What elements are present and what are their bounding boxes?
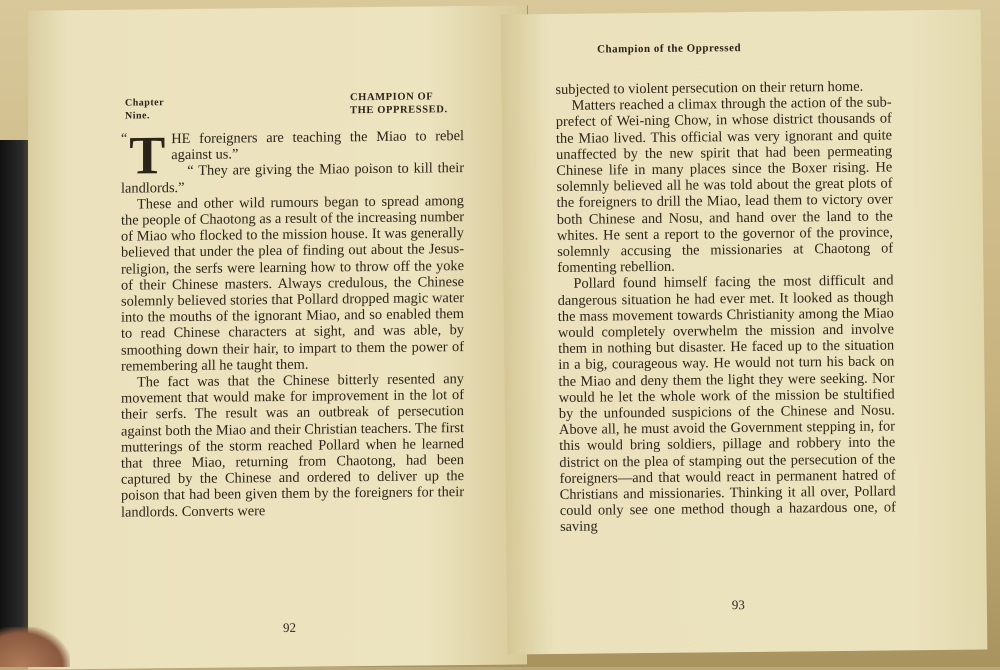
paragraph: These and other wild rumours began to spread among the people of Chaotong as a result of the increasing number of Miao who flocked to the mission house. It was generally believed that under the plea of finding out about the Jesus-religion, the serfs were learning how to throw off the yoke of their Chinese masters. Always credulous, the Chinese solemnly believed stories that Pollard dropped magic water into the mouths of the ignorant Miao, and so enabled them to read Chinese characters at sight, and was able, by smoothing down their hair, to impart to them the power of remembering all he taught them. [121, 192, 464, 375]
running-head: Champion of the Oppressed [596, 42, 742, 56]
chapter-title [350, 90, 448, 117]
paragraph: subjected to violent persecution on their return home. [555, 78, 864, 98]
page-number: 92 [283, 619, 296, 635]
drop-cap: T [129, 125, 166, 186]
right-page-body [555, 78, 896, 535]
left-page [28, 5, 528, 669]
chapter-label [125, 96, 164, 122]
chapter-label-line: Nine. [125, 110, 150, 122]
paragraph: HE foreigners are teaching the Miao to rebel against us.” [171, 128, 464, 164]
paragraph: Matters reached a climax through the action of the sub-prefect of Wei-ning Chow, in whose district thousands of the Miao lived. This official was very ignorant and quite unaffected by the new spirit that had been permeating Chinese life in many places since the Boxer rising. He solemnly believed all he was told about the great plots of the foreigners to drill the Miao, lead them to victory over both Chinese and Nosu, and hand over the land to the whites. He sent a report to the governor of the province, solemnly accusing the missionaries at Chaotong of fomenting rebellion. [555, 94, 894, 277]
opening-quote: “ [121, 131, 128, 147]
thumb [0, 627, 70, 667]
chapter-title-line: THE OPPRESSED. [350, 104, 448, 117]
paragraph: “ They are giving the Miao poison to kill their landlords.” [121, 160, 464, 197]
chapter-title-line: CHAMPION OF [350, 91, 434, 104]
chapter-label-line: Chapter [125, 97, 165, 109]
right-page [501, 10, 988, 655]
paragraph: The fact was that the Chinese bitterly resented any movement that would make for improvement in the lot of their serfs. The result was an outbreak of persecution against both the Miao and their Christian teachers. The first mutterings of the storm reached Pollard when he learned that three Miao, returning from Chaotong, had been captured by the Chinese and ordered to deliver up the poison that had been given them by the foreigners for their landlords. Converts were [121, 371, 464, 521]
page-number: 93 [731, 597, 745, 613]
left-page-body [121, 125, 464, 521]
paragraph: Pollard found himself facing the most difficult and dangerous situation he had ever met. It looked as though the mass movement towards Christianity among the Miao would completely overwhelm the mission and involve them in nothing but disaster. He faced up to the situation in a big, courageous way. He would not turn his back on the Miao and deny them the light they were seeking. Nor would he let the whole work of the mission be stultified by the unfounded suspicions of the Chinese and Nosu. Above all, he must avoid the Government stepping in, for this would bring soldiers, pillage and robbery into the district on the plea of stamping out the persecution of the foreigners—and that would react in permanent hatred of Christians and missionaries. Thinking it all over, Pollard could only see one method though a hazardous one, of saving [557, 272, 896, 536]
